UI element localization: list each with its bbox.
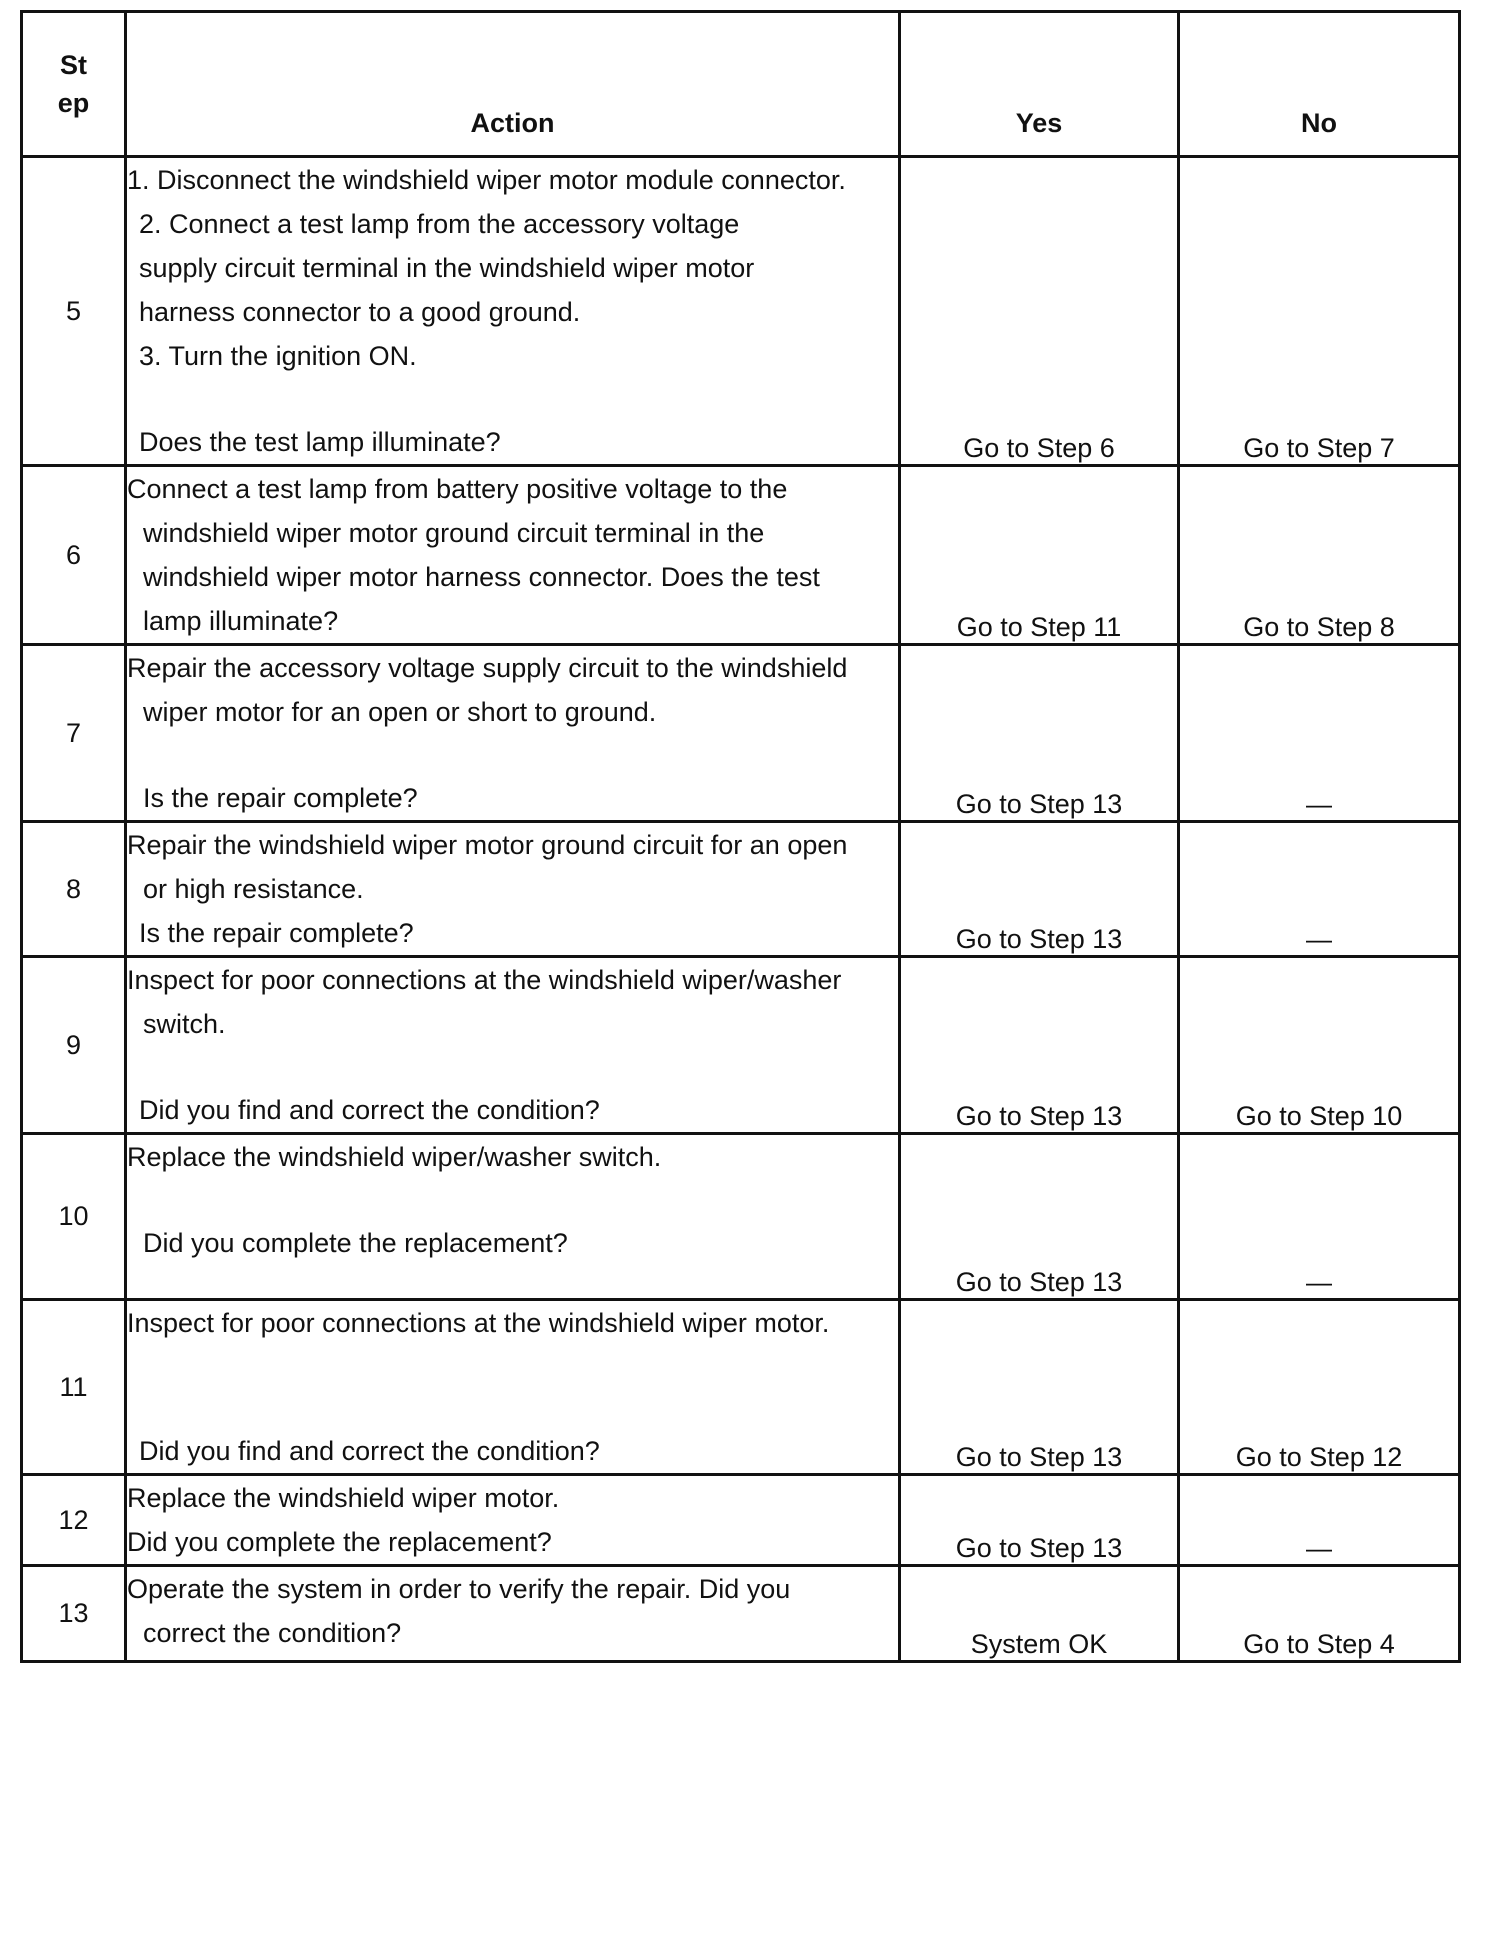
no-column-header: No: [1179, 12, 1460, 157]
yes-result: Go to Step 11: [900, 466, 1179, 645]
step-number: 6: [22, 466, 126, 645]
action-line: Does the test lamp illuminate?: [139, 427, 501, 457]
action-line: correct the condition?: [143, 1618, 402, 1648]
action-cell: [126, 822, 900, 957]
action-line: 3. Turn the ignition ON.: [139, 341, 417, 371]
no-result: Go to Step 7: [1179, 157, 1460, 466]
step-column-header: [22, 12, 126, 157]
action-line: windshield wiper motor harness connector. Does the test: [143, 562, 820, 592]
table-row: [22, 157, 1460, 466]
action-cell: [126, 466, 900, 645]
table-row: [22, 1475, 1460, 1566]
action-line: Connect a test lamp from battery positive voltage to the: [127, 474, 788, 504]
step-number: 10: [22, 1134, 126, 1300]
table-row: [22, 822, 1460, 957]
action-line: Did you find and correct the condition?: [139, 1095, 600, 1125]
table-row: [22, 1134, 1460, 1300]
yes-column-header: Yes: [900, 12, 1179, 157]
action-line: Operate the system in order to verify the repair. Did you: [127, 1574, 791, 1604]
step-header-line2: ep: [57, 88, 90, 118]
action-line: Inspect for poor connections at the windshield wiper motor.: [127, 1308, 830, 1338]
action-spacer: [127, 1046, 898, 1088]
action-line: windshield wiper motor ground circuit terminal in the: [143, 518, 765, 548]
action-line: Did you complete the replacement?: [127, 1527, 552, 1557]
action-cell: [126, 645, 900, 822]
yes-result: Go to Step 13: [900, 822, 1179, 957]
step-number: 7: [22, 645, 126, 822]
table-row: [22, 466, 1460, 645]
table-row: [22, 645, 1460, 822]
action-spacer: [127, 1387, 898, 1429]
action-spacer: [127, 1345, 898, 1387]
step-number: 8: [22, 822, 126, 957]
no-result: —: [1179, 645, 1460, 822]
no-result: Go to Step 12: [1179, 1300, 1460, 1475]
action-column-header: Action: [126, 12, 900, 157]
table-body: [22, 157, 1460, 1662]
action-line: lamp illuminate?: [143, 606, 339, 636]
no-result: —: [1179, 1134, 1460, 1300]
action-cell: [126, 1475, 900, 1566]
action-cell: [126, 1566, 900, 1662]
action-cell: [126, 957, 900, 1134]
yes-result: Go to Step 13: [900, 645, 1179, 822]
yes-result: Go to Step 6: [900, 157, 1179, 466]
step-number: 11: [22, 1300, 126, 1475]
action-cell: [126, 1300, 900, 1475]
action-line: Did you complete the replacement?: [143, 1228, 568, 1258]
no-result: Go to Step 8: [1179, 466, 1460, 645]
action-line: 2. Connect a test lamp from the accessory voltage: [139, 209, 740, 239]
action-line: Repair the accessory voltage supply circuit to the windshield: [127, 653, 848, 683]
step-number: 12: [22, 1475, 126, 1566]
table-row: [22, 1300, 1460, 1475]
action-line: 1. Disconnect the windshield wiper motor module connector.: [127, 165, 846, 195]
action-line: Did you find and correct the condition?: [139, 1436, 600, 1466]
step-number: 13: [22, 1566, 126, 1662]
action-spacer: [127, 1179, 898, 1221]
header-row: [22, 12, 1460, 157]
yes-result: Go to Step 13: [900, 957, 1179, 1134]
no-result: —: [1179, 822, 1460, 957]
table-row: [22, 957, 1460, 1134]
action-line: or high resistance.: [143, 874, 364, 904]
table-header: [22, 12, 1460, 157]
action-line: Replace the windshield wiper motor.: [127, 1483, 560, 1513]
action-line: Repair the windshield wiper motor ground circuit for an open: [127, 830, 848, 860]
step-number: 5: [22, 157, 126, 466]
action-cell: [126, 1134, 900, 1300]
action-line: Is the repair complete?: [139, 918, 414, 948]
action-spacer: [127, 378, 898, 420]
action-cell: [126, 157, 900, 466]
action-line: Replace the windshield wiper/washer switch.: [127, 1142, 662, 1172]
action-line: Is the repair complete?: [143, 783, 418, 813]
action-spacer: [127, 734, 898, 776]
action-line: wiper motor for an open or short to ground.: [143, 697, 657, 727]
no-result: Go to Step 4: [1179, 1566, 1460, 1662]
action-line: harness connector to a good ground.: [139, 297, 581, 327]
action-line: Inspect for poor connections at the windshield wiper/washer: [127, 965, 842, 995]
action-line: supply circuit terminal in the windshield wiper motor: [139, 253, 755, 283]
no-result: —: [1179, 1475, 1460, 1566]
yes-result: Go to Step 13: [900, 1134, 1179, 1300]
no-result: Go to Step 10: [1179, 957, 1460, 1134]
action-line: switch.: [143, 1009, 226, 1039]
yes-result: System OK: [900, 1566, 1179, 1662]
yes-result: Go to Step 13: [900, 1300, 1179, 1475]
yes-result: Go to Step 13: [900, 1475, 1179, 1566]
table-row: [22, 1566, 1460, 1662]
diagnostic-table: [20, 10, 1461, 1663]
step-number: 9: [22, 957, 126, 1134]
step-header-line1: St: [60, 50, 87, 80]
